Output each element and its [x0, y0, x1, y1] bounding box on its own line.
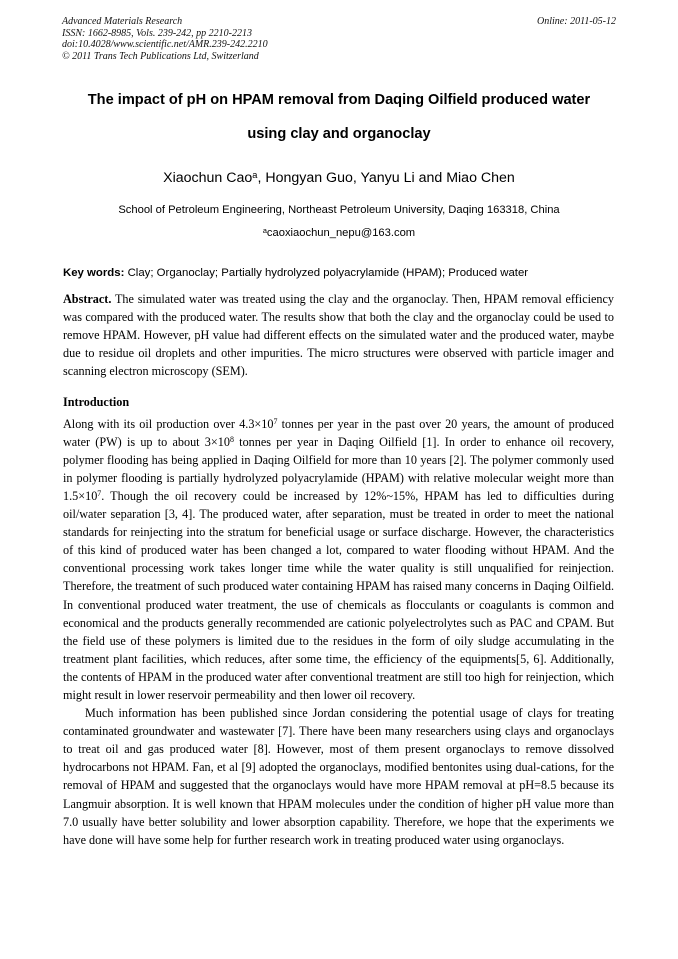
keywords-label: Key words:: [63, 267, 125, 279]
journal-doi: doi:10.4028/www.scientific.net/AMR.239-242.2210: [62, 39, 268, 50]
author-email: [40, 226, 638, 241]
p1-text-c: tonnes per year in Daqing Oilfield [1]. In order to enhance oil recovery, polymer flooding has being applied in Daqing Oilfield for more than 10 years [2]. The polymer commonly used in polymer flooding is partially hydrolyzed polyacrylamide (HPAM) with relative molecular weight more than 1.5×10: [63, 434, 615, 503]
paper-body: [63, 290, 614, 849]
email-marker: a: [262, 225, 267, 235]
first-author: Xiaochun Cao: [163, 170, 253, 186]
journal-header: [62, 16, 616, 62]
abstract: [63, 290, 614, 380]
p1-exponent-1: 7: [273, 417, 278, 426]
author-list: [40, 169, 638, 187]
introduction-paragraph-2: Much information has been published since Jordan considering the potential usage of clays for treating contaminated groundwater and wastewater [7]. There have been many researchers using clays and organoclays to treat oil and gas produced water [8]. However, most of them present organoclays to remove dissolved hydrocarbons not HPAM. Fan, et al [9] adopted the organoclays, modified bentonites using dual-cations, for the removal of HPAM and suggested that the organoclays would have more HPAM removal at pH=8.5 because its Langmuir absorption. It is well known that HPAM molecules under the condition of higher pH value more than 7.0 usually have better solubility and lower absorption capability. Therefore, we hope that the experiments we have done will have some help for further research work in treating produced water using organoclays.: [63, 706, 614, 847]
journal-issn: ISSN: 1662-8985, Vols. 239-242, pp 2210-2213: [62, 27, 252, 39]
abstract-label: Abstract.: [63, 292, 112, 306]
p1-exponent-2: 8: [229, 435, 234, 445]
journal-info: [62, 16, 616, 62]
journal-copyright: © 2011 Trans Tech Publications Ltd, Switzerland: [62, 50, 259, 62]
affiliation: School of Petroleum Engineering, Northeast Petroleum University, Daqing 163318, China: [118, 204, 560, 216]
keywords-text: Clay; Organoclay; Partially hydrolyzed polyacrylamide (HPAM); Produced water: [124, 267, 529, 279]
paper-title-line-1: The impact of pH on HPAM removal from Daqing Oilfield produced water: [87, 92, 591, 108]
p1-text-a: Along with its oil production over 4.3×10: [63, 416, 274, 431]
other-authors: , Hongyan Guo, Yanyu Li and Miao Chen: [257, 170, 515, 186]
p1-text-d: . Though the oil recovery could be increased by 12%~15%, HPAM has led to difficulties during oil/water separation [3, 4]. The produced water, after separation, must be treated in order to meet the national standards for reinjecting into the stratum for beneficial usage or surface discharge. However, the characteristics of this kind of produced water has been changed a lot, compared to water flooding without HPAM. And the conventional processing work takes longer time while the water quality is still unqualified for reinjection. Therefore, the treatment of such produced water containing HPAM has raised many concerns in Daqing Oilfield. In conventional produced water treatment, the use of chemicals as flocculants or coagulants is common and economical and the products generally recommended are cationic polyelectrolytes such as PAC and CPAM. But the field use of these polymers is limited due to the residues in the form of oily sludge accumulating in the treatment plant facilities, which reduces, after some time, the efficiency of the equipments[5, 6]. Additionally, the contents of HPAM in the produced water after conventional treatment are still too high for reinjection, which might result in lower reservoir permeability and then lower oil recovery.: [63, 488, 614, 702]
journal-name: Advanced Materials Research: [62, 16, 183, 27]
keywords: [63, 266, 615, 280]
p1-text-b: tonnes per year in the past over 20 years, the amount of produced water (PW) is up to about 3×10: [63, 416, 614, 449]
section-heading-introduction: Introduction: [63, 395, 130, 410]
paper-title-line-2: using clay and organoclay: [247, 126, 431, 142]
online-date: Online: 2011-05-12: [537, 16, 616, 27]
first-author-marker: a: [252, 169, 258, 180]
abstract-text: The simulated water was treated using the clay and the organoclay. Then, HPAM removal efficiency was compared with the produced water. The results show that both the clay and the organoclay could be used to remove HPAM. However, pH value had different effects on the simulated water and the produced water, maybe due to residue oil droplets and other impurities. The micro structures were observed with particle imager and scanning electron microscopy (SEM).: [63, 292, 614, 379]
introduction-paragraph-1: [63, 415, 614, 705]
email-address: caoxiaochun_nepu@163.com: [266, 227, 416, 239]
p1-exponent-3: 7: [97, 489, 102, 499]
